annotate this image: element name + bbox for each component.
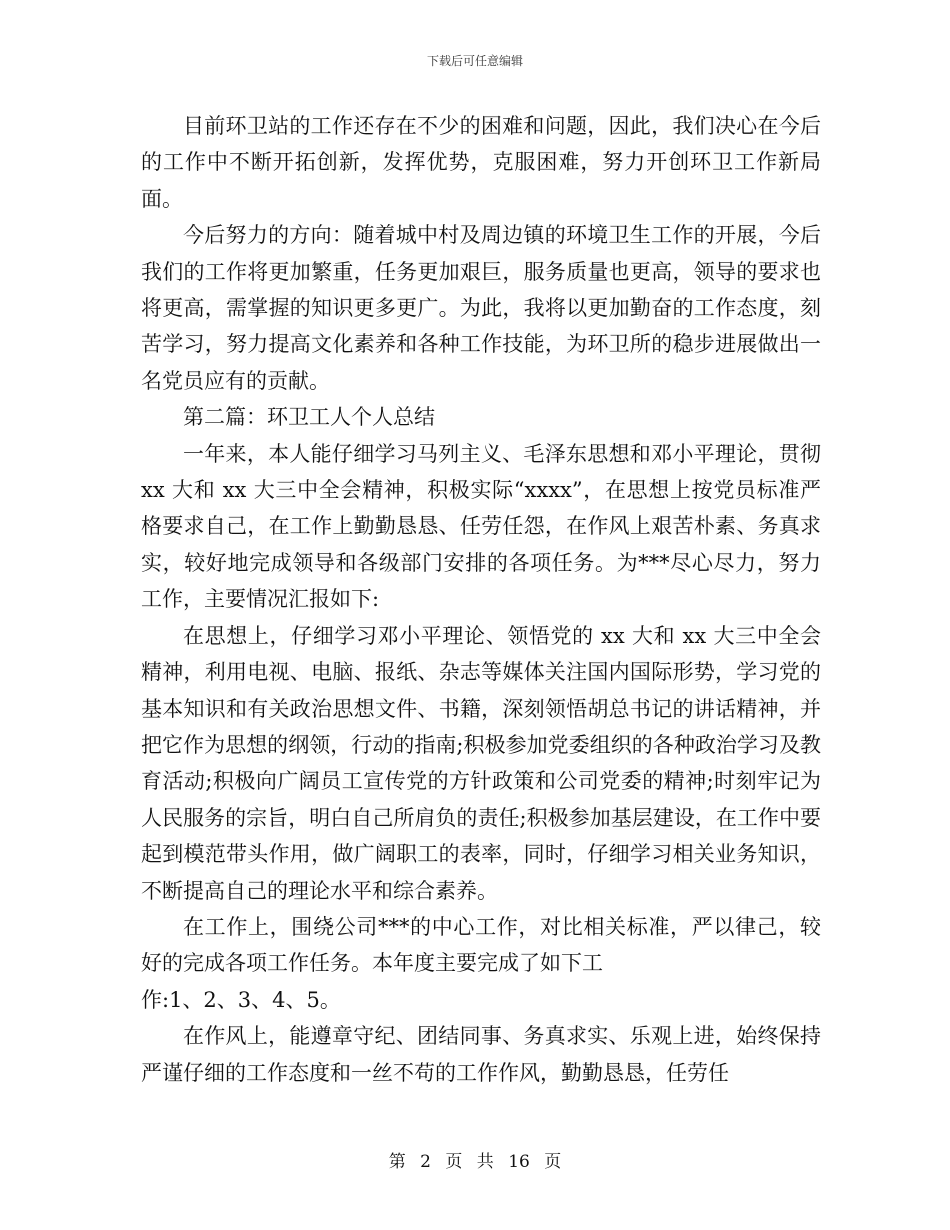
footer-total-label: 共 (476, 1152, 494, 1172)
footer-total-unit: 页 (544, 1152, 562, 1172)
footer-total-number: 16 (508, 1152, 530, 1172)
footer-page-label: 第 (388, 1152, 406, 1172)
footer-page-unit: 页 (445, 1152, 463, 1172)
paragraph-future-direction: 今后努力的方向：随着城中村及周边镇的环境卫生工作的开展，今后我们的工作将更加繁重，任务更加艰巨，服务质量也更高，领导的要求也将更高，需掌握的知识更多更广。为此，我将以更加勤奋的工作态度，刻苦学习，努力提高文化素养和各种工作技能，为环卫所的稳步进展做出一名党员应有的贡献。 (141, 223, 821, 393)
paragraph-year-review: 一年来，本人能仔细学习马列主义、毛泽东思想和邓小平理论，贯彻 xx 大和 xx 大三中全会精神，积极实际“xxxx”，在思想上按党员标准严格要求自己，在工作上勤勤恳恳、任劳任怨，在作风上艰苦朴素、务真求实，较好地完成领导和各级部门安排的各项任务。为***尽心尽力，努力工作，主要情况汇报如下: (141, 441, 821, 612)
paragraph-work: 在工作上，围绕公司***的中心工作，对比相关标准，严以律己，较好的完成各项工作任务。本年度主要完成了如下工 (141, 914, 821, 976)
page-header: 下载后可任意编辑 (426, 54, 523, 68)
page-footer (0, 1151, 950, 1173)
paragraph-work-list: 作:1、2、3、4、5。 (141, 987, 341, 1012)
paragraph-current-problems: 目前环卫站的工作还存在不少的困难和问题，因此，我们决心在今后的工作中不断开拓创新，发挥优势，克服困难，努力开创环卫工作新局面。 (141, 114, 821, 211)
document-body (141, 108, 821, 1091)
paragraph-ideology: 在思想上，仔细学习邓小平理论、领悟党的 xx 大和 xx 大三中全会精神，利用电视、电脑、报纸、杂志等媒体关注国内国际形势，学习党的基本知识和有关政治思想文件、书籍，深刻领悟胡总书记的讲话精神，并把它作为思想的纲领，行动的指南;积极参加党委组织的各种政治学习及教育活动;积极向广阔员工宣传党的方针政策和公司党委的精神;时刻牢记为人民服务的宗旨，明白自己所肩负的责任;积极参加基层建设，在工作中要起到模范带头作用，做广阔职工的表率，同时，仔细学习相关业务知识，不断提高自己的理论水平和综合素养。 (141, 623, 821, 903)
section-title-part-two: 第二篇：环卫工人个人总结 (183, 405, 435, 430)
paragraph-conduct: 在作风上，能遵章守纪、团结同事、务真求实、乐观上进，始终保持严谨仔细的工作态度和一丝不苟的工作作风，勤勤恳恳，任劳任 (141, 1024, 821, 1085)
footer-page-number: 2 (420, 1152, 431, 1172)
